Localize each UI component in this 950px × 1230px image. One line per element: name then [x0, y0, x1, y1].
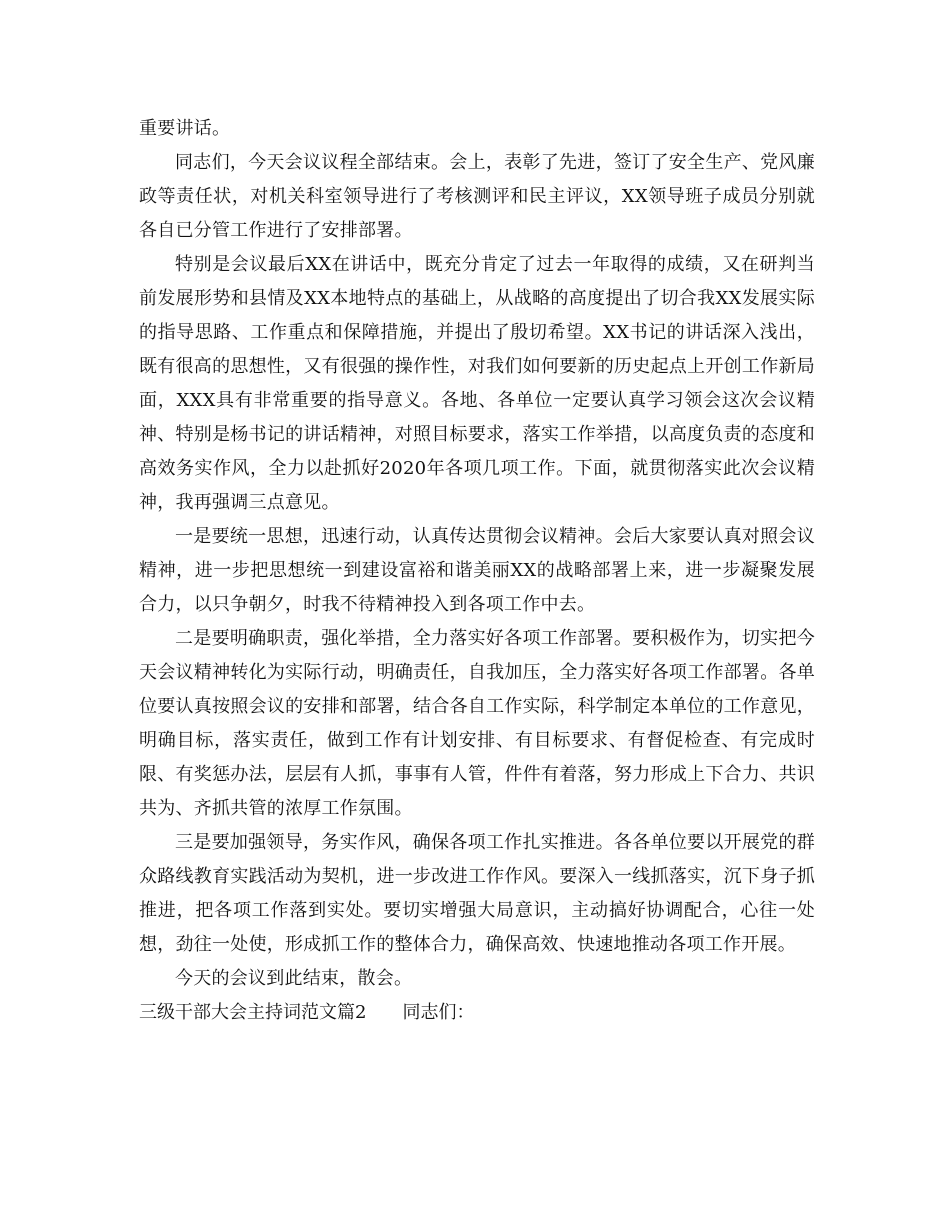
- paragraph-point-two: 二是要明确职责，强化举措，全力落实好各项工作部署。要积极作为，切实把今天会议精神转化为实际行动，明确责任，自我加压，全力落实好各项工作部署。各单位要认真按照会议的安排和部署，结合各自工作实际，科学制定本单位的工作意见，明确目标，落实责任，做到工作有计划安排、有目标要求、有督促检查、有完成时限、有奖惩办法，层层有人抓，事事有人管，件件有着落，努力形成上下合力、共识共为、齐抓共管的浓厚工作氛围。: [139, 628, 815, 819]
- paragraph-meeting-summary: 同志们，今天会议议程全部结束。会上，表彰了先进，签订了安全生产、党风廉政等责任状，对机关科室领导进行了考核测评和民主评议，XX领导班子成员分别就各自已分管工作进行了安排部署。: [139, 152, 815, 241]
- document-page: [139, 112, 815, 1030]
- paragraph-point-one: 一是要统一思想，迅速行动，认真传达贯彻会议精神。会后大家要认真对照会议精神，进一步把思想统一到建设富裕和谐美丽XX的战略部署上来，进一步凝聚发展合力，以只争朝夕，时我不待精神投入到各项工作中去。: [139, 526, 815, 615]
- paragraph-point-three: 三是要加强领导，务实作风，确保各项工作扎实推进。各各单位要以开展党的群众路线教育实践活动为契机，进一步改进工作作风。要深入一线抓落实，沉下身子抓推进，把各项工作落到实处。要切实增强大局意识，主动搞好协调配合，心往一处想，劲往一处使，形成抓工作的整体合力，确保高效、快速地推动各项工作开展。: [139, 832, 815, 955]
- section-heading-line: [139, 996, 815, 1030]
- paragraph-closing: 今天的会议到此结束，散会。: [175, 968, 413, 989]
- paragraph-speech-review: 特别是会议最后XX在讲话中，既充分肯定了过去一年取得的成绩，又在研判当前发展形势和县情及XX本地特点的基础上，从战略的高度提出了切合我XX发展实际的指导思路、工作重点和保障措施，并提出了殷切希望。XX书记的讲话深入浅出，既有很高的思想性，又有很强的操作性，对我们如何要新的历史起点上开创工作新局面，XXX具有非常重要的指导意义。各地、各单位一定要认真学习领会这次会议精神、特别是杨书记的讲话精神，对照目标要求，落实工作举措，以高度负责的态度和高效务实作风，全力以赴抓好2020年各项几项工作。下面，就贯彻落实此次会议精神，我再强调三点意见。: [139, 254, 815, 513]
- section-title: 三级干部大会主持词范文篇2: [139, 1002, 367, 1023]
- section-greeting: 同志们：: [402, 1002, 475, 1023]
- paragraph-continuation: 重要讲话。: [139, 118, 231, 139]
